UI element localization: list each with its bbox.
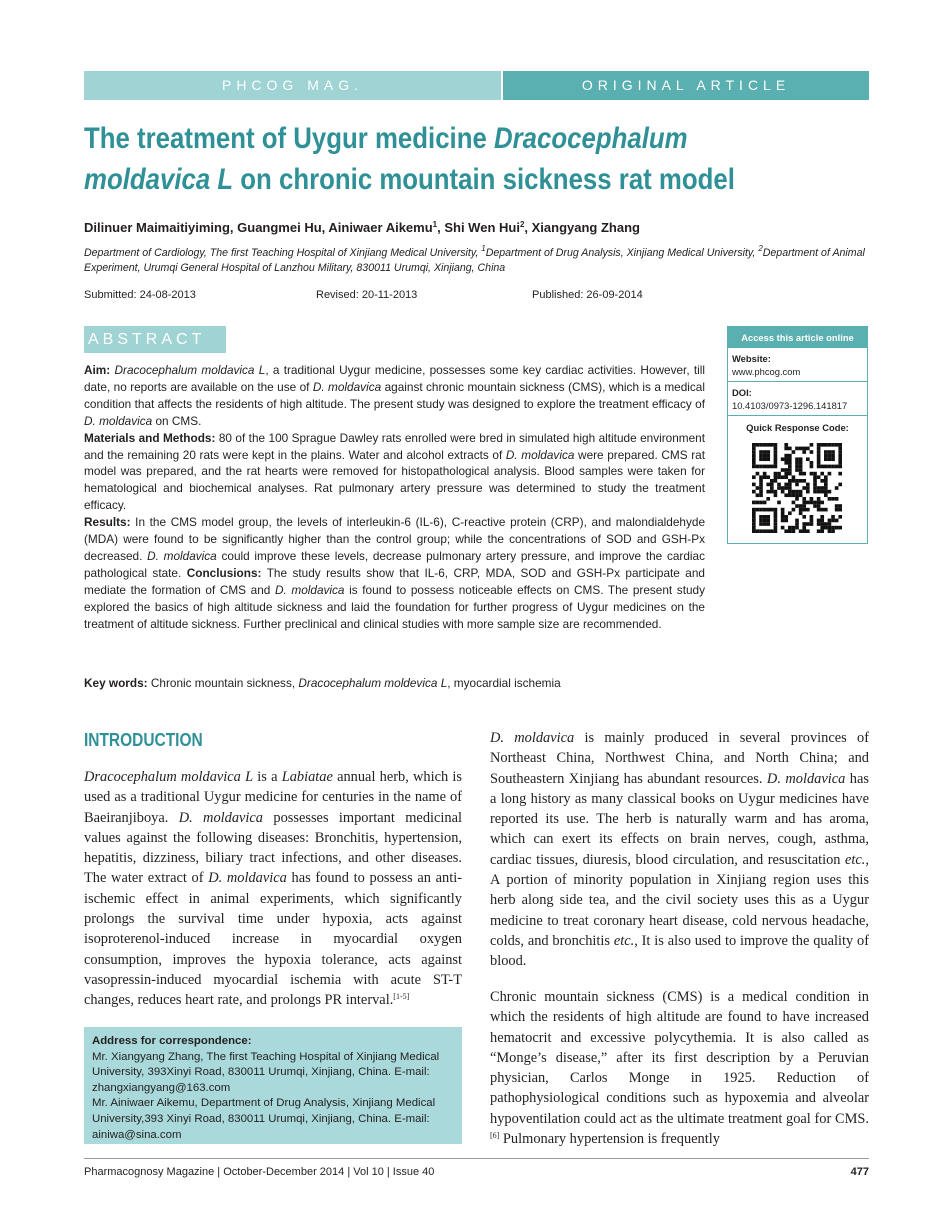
correspondence-heading: Address for correspondence:: [92, 1035, 252, 1047]
correspondence-box: [84, 1027, 462, 1144]
title-part-1: The treatment of Uygur medicine: [84, 122, 495, 155]
revised-date: Revised: 20-11-2013: [316, 289, 418, 301]
abstract-body: [84, 362, 705, 633]
doi-label: DOI:: [732, 387, 752, 398]
intro-p1-1: Dracocephalum moldavica L: [84, 769, 254, 785]
intro-p2-8: , It is also used to improve the quality of blood.: [490, 932, 869, 970]
authors-part-3: , Xiangyang Zhang: [524, 220, 640, 235]
affiliation-sup-2: 2: [758, 244, 763, 253]
intro-p2-3: D. moldavica: [766, 770, 846, 787]
methods-text-2: D. moldavica: [505, 447, 575, 462]
title-italic-species: Dracocephalum moldavica L: [84, 122, 688, 196]
qr-code-icon[interactable]: [752, 443, 842, 533]
intro-p2-1: D. moldavica: [490, 730, 575, 746]
keywords-text-3: , myocardial ischemia: [447, 676, 561, 690]
introduction-heading: INTRODUCTION: [84, 730, 203, 750]
page-number: 477: [850, 1166, 869, 1178]
conclusions-label: Conclusions:: [186, 565, 262, 580]
affiliations: [84, 246, 870, 276]
website-label: Website:: [732, 353, 771, 364]
intro-p1-7: D. moldavica: [208, 870, 287, 887]
intro-p2-7: etc.: [613, 932, 635, 949]
conclusions-text-2: D. moldavica: [274, 582, 345, 597]
authors-part-1: Dilinuer Maimaitiyiming, Guangmei Hu, Ainiwaer Aikemu: [84, 220, 433, 235]
methods-label: Materials and Methods:: [84, 430, 216, 445]
journal-tag-band: [84, 71, 501, 100]
submitted-date: Submitted: 24-08-2013: [84, 289, 196, 301]
aim-text-2: , a traditional Uygur medicine, possesses some key cardiac activities. However, till date, no reports are available on the use of: [84, 363, 706, 394]
conclusions-text-3: is found to possess noticeable effects on CMS. The present study explored the basics of high altitude sickness and laid the foundation for further progress of Uygur medicines on the treatment of altitude sickness. Further preclinical and clinical studies with more sample size are recommended.: [84, 582, 705, 631]
intro-p2-2: is mainly produced in several provinces of Northeast China, Northwest China, and North China; and Southeastern Xinjiang has abundant resources.: [490, 730, 869, 787]
intro-paragraph-2: [490, 728, 869, 972]
aim-text-3: D. moldavica: [312, 379, 382, 394]
intro-p1-3: Labiatae: [281, 769, 333, 785]
footer-divider: [84, 1158, 869, 1159]
keywords-text-1: Chronic mountain sickness,: [147, 676, 299, 690]
author-sup-1: 1: [432, 220, 438, 229]
citation-1-5[interactable]: [1-5]: [393, 992, 410, 1002]
journal-tag: PHCOG MAG.: [221, 77, 363, 93]
author-sup-2: 2: [519, 220, 525, 229]
results-text-3: could improve these levels, decrease pulmonary artery pressure, and improve the cardiac pathological state.: [84, 548, 705, 580]
aim-label: Aim:: [84, 363, 111, 377]
intro-p1-6: possesses important medicinal values against the following diseases: Bronchitis, hypertension, hepatitis, dizziness, biliary tract infections, and other diseases. The water extract of: [84, 809, 462, 887]
published-date: Published: 26-09-2014: [532, 289, 643, 301]
affiliation-2: Department of Drug Analysis, Xinjiang Medical University,: [485, 247, 759, 259]
methods-text-3: were prepared. CMS rat model was prepared, and the rat hearts were removed for histopathological analysis. Blood samples were taken for hematological and biochemical analyses. Rat pulmonary artery pressure was determined to study the treatment efficacy.: [84, 447, 705, 513]
keywords: [84, 676, 724, 691]
affiliation-1: Department of Cardiology, The first Teaching Hospital of Xinjiang Medical University,: [84, 247, 482, 259]
intro-p2-4: has a long history as many classical books on Uygur medicines have reported its use. The herb is naturally warm and has aroma, which can exert its effects on brain nerves, cough, asthma, cardiac tissues, diuresis, blood circulation, and resuscitation: [490, 770, 869, 868]
title-part-2: on chronic mountain sickness rat model: [233, 163, 735, 196]
access-heading: Access this article online: [728, 327, 867, 348]
conclusions-text-1: The study results show that IL-6, CRP, MDA, SOD and GSH-Px participate and mediate the formation of CMS and: [84, 565, 705, 597]
citation-6[interactable]: [6]: [490, 1131, 500, 1141]
affiliation-3: Department of Animal Experiment, Urumqi General Hospital of Lanzhou Military, 830011 Urumqi, Xinjiang, China: [84, 247, 865, 274]
website-link[interactable]: www.phcog.com: [732, 366, 801, 377]
intro-p3-2: Pulmonary hypertension is frequently: [499, 1131, 720, 1148]
footer-journal-info: Pharmacognosy Magazine | October-December 2014 | Vol 10 | Issue 40: [84, 1166, 435, 1178]
doi-row: [728, 382, 867, 416]
results-text-2: D. moldavica: [147, 548, 217, 563]
aim-text-1: Dracocephalum moldavica L: [114, 363, 266, 377]
intro-paragraph-3: [490, 987, 869, 1149]
results-label: Results:: [84, 515, 131, 530]
intro-p2-5: etc.: [845, 851, 866, 868]
aim-text-5: D. moldavica: [84, 413, 153, 428]
doi-value[interactable]: 10.4103/0973-1296.141817: [732, 400, 848, 411]
author-list: [84, 219, 874, 236]
access-panel: [727, 326, 868, 544]
article-type-band: [503, 71, 869, 100]
aim-text-4: against chronic mountain sickness (CMS), which is a medical condition that affects the residents of high altitude. The present study was designed to explore the treatment efficacy of: [84, 379, 705, 411]
keywords-text-2: Dracocephalum moldevica L: [298, 676, 448, 690]
aim-text-6: on CMS.: [152, 413, 202, 428]
results-text-1: In the CMS model group, the levels of interleukin-6 (IL-6), C-reactive protein (CRP), and malondialdehyde (MDA) were found to be significantly higher than the control group; while the concentrations of SOD and GSH-Px decreased.: [84, 515, 705, 563]
correspondence-author-1: Mr. Xiangyang Zhang, The first Teaching Hospital of Xinjiang Medical University, 393Xinyi Road, 830011 Urumqi, Xinjiang, China. E-mail: zhangxiangyang@163.com: [92, 1050, 440, 1094]
authors-part-2: , Shi Wen Hui: [437, 220, 520, 235]
intro-p3-1: Chronic mountain sickness (CMS) is a medical condition in which the residents of high altitude are found to have increased hematocrit and excessive polycythemia. It is also called as “Monge’s disease,” after its first description by a Peruvian physician, Carlos Monge in 1925. Reduction of pathophysiological conditions such as hypoxemia and alveolar hypoventilation could act as the ultimate treatment goal for CMS.: [490, 989, 869, 1127]
website-row: [728, 348, 867, 382]
keywords-label: Key words:: [84, 676, 148, 690]
intro-p1-2: is a: [253, 769, 282, 785]
intro-p1-4: annual herb, which is used as a traditional Uygur medicine for centuries in the name of Baeiranjiboya.: [84, 769, 462, 826]
article-type: ORIGINAL ARTICLE: [581, 77, 791, 93]
affiliation-sup-1: 1: [481, 244, 486, 253]
qr-label: Quick Response Code:: [746, 422, 849, 433]
intro-p1-5: D. moldavica: [178, 809, 263, 826]
methods-text-1: 80 of the 100 Sprague Dawley rats enrolled were bred in simulated high altitude environment and the remaining 20 rats were kept in the plains. Water and alcohol extracts of: [84, 430, 705, 462]
intro-paragraph-1: [84, 767, 462, 1011]
correspondence-author-2: Mr. Ainiwaer Aikemu, Department of Drug Analysis, Xinjiang Medical University,393 Xinyi Road, 830011 Urumqi, Xinjiang, China. E-mail: ainiwa@sina.com: [92, 1097, 436, 1141]
intro-p1-8: has found to possess an anti-ischemic effect in animal experiments, which significantly prolongs the survival time under hypoxia, acts against isoproterenol-induced increase in myocardial oxygen consumption, improves the hypoxia tolerance, acts against vasopressin-induced myocardial ischemia with acute ST-T changes, reduces heart rate, and prolongs PR interval.: [84, 870, 462, 1009]
article-title: [84, 118, 772, 200]
intro-p2-6: , A portion of minority population in Xinjiang region uses this herb along side tea, and the civil society uses this as a Uygur medicine to treat coronary heart disease, cold nervous headache, colds, and bronchitis: [490, 851, 869, 949]
abstract-heading: ABSTRACT: [84, 326, 226, 353]
